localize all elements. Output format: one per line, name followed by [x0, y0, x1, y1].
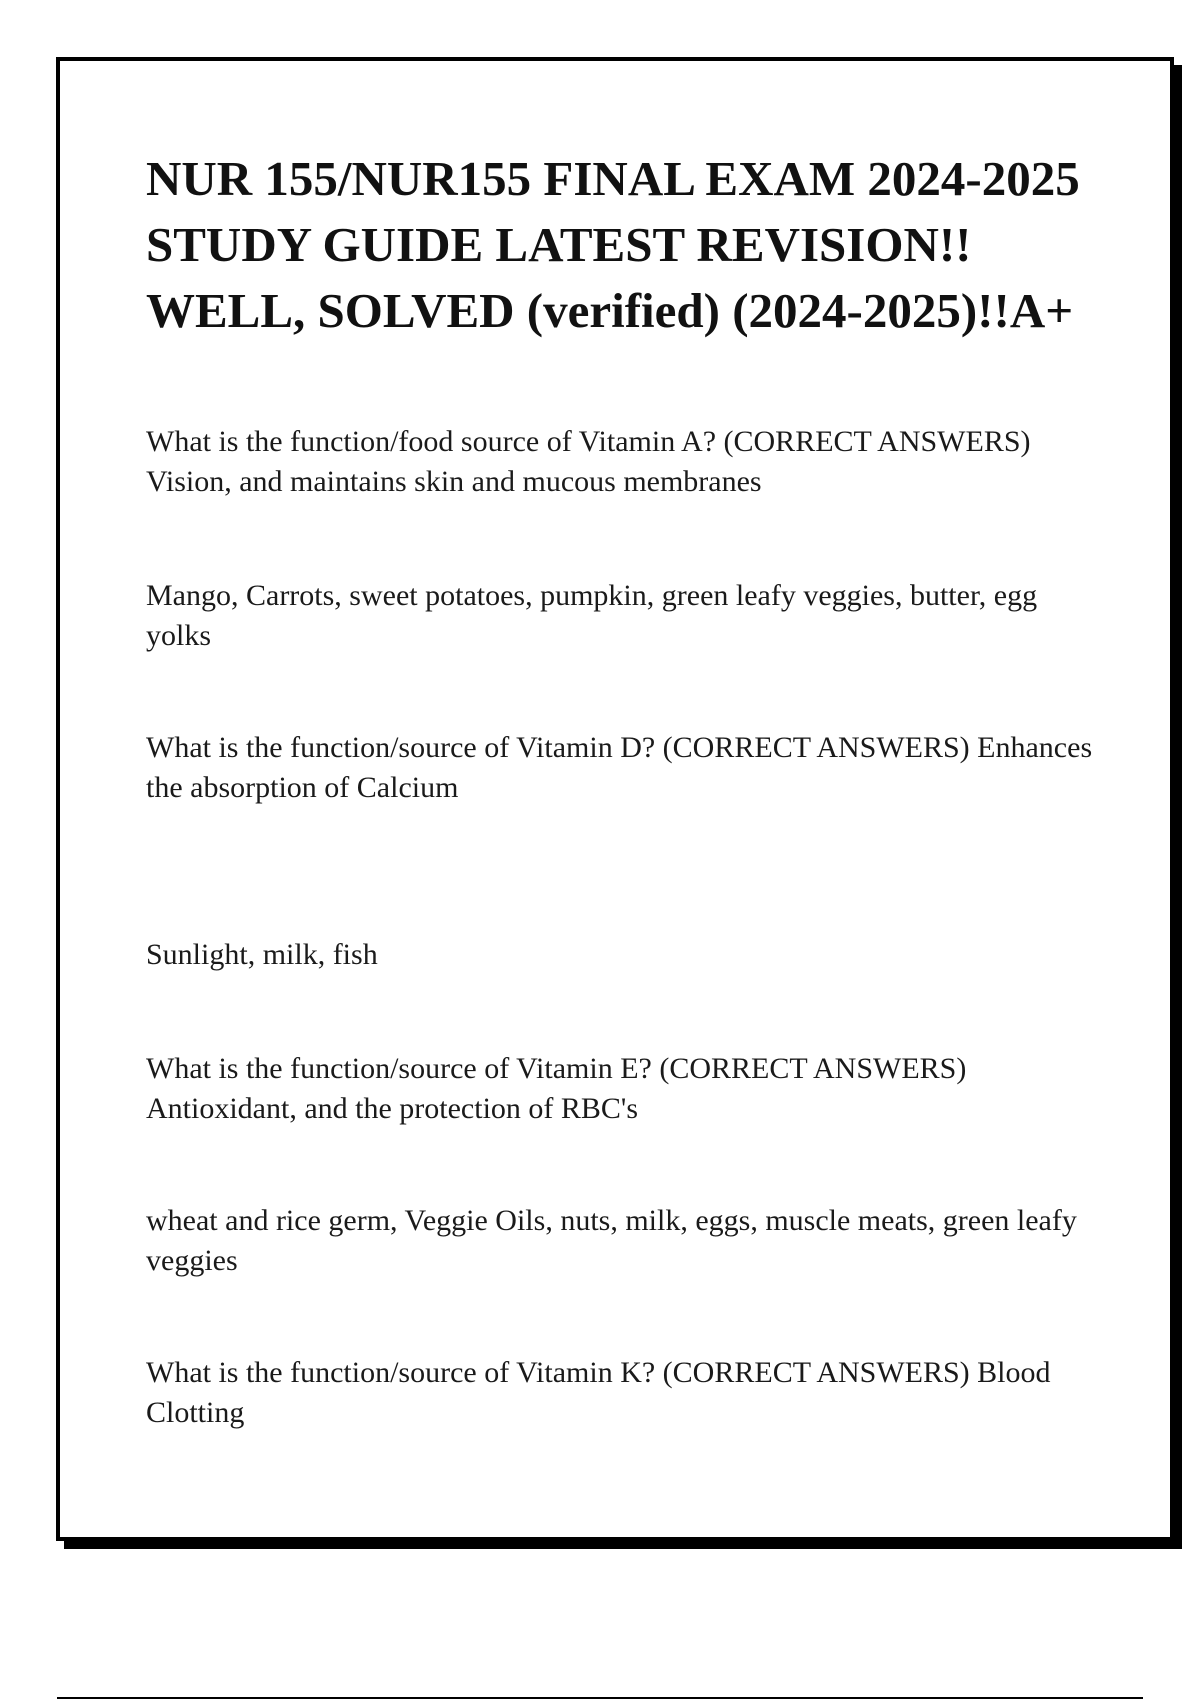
vitamin-k-question: What is the function/source of Vitamin K? (CORRECT ANSWERS) Blood Clotting [146, 1356, 1051, 1429]
document-title: NUR 155/NUR155 FINAL EXAM 2024-2025 STUDY GUIDE LATEST REVISION!! WELL, SOLVED (verified) (2024-2025)!!A+ [146, 151, 1080, 338]
vitamin-d-sources: Sunlight, milk, fish [146, 938, 378, 971]
vitamin-e-question: What is the function/source of Vitamin E? (CORRECT ANSWERS) Antioxidant, and the protection of RBC's [146, 1052, 967, 1125]
vitamin-a-sources: Mango, Carrots, sweet potatoes, pumpkin, green leafy veggies, butter, egg yolks [146, 579, 1038, 652]
vitamin-d-question: What is the function/source of Vitamin D? (CORRECT ANSWERS) Enhances the absorption of Calcium [146, 731, 1093, 804]
footer-divider [57, 1697, 1143, 1699]
vitamin-e-sources: wheat and rice germ, Veggie Oils, nuts, milk, eggs, muscle meats, green leafy veggies [146, 1204, 1077, 1277]
vitamin-a-question: What is the function/food source of Vitamin A? (CORRECT ANSWERS) Vision, and maintains skin and mucous membranes [146, 425, 1031, 498]
